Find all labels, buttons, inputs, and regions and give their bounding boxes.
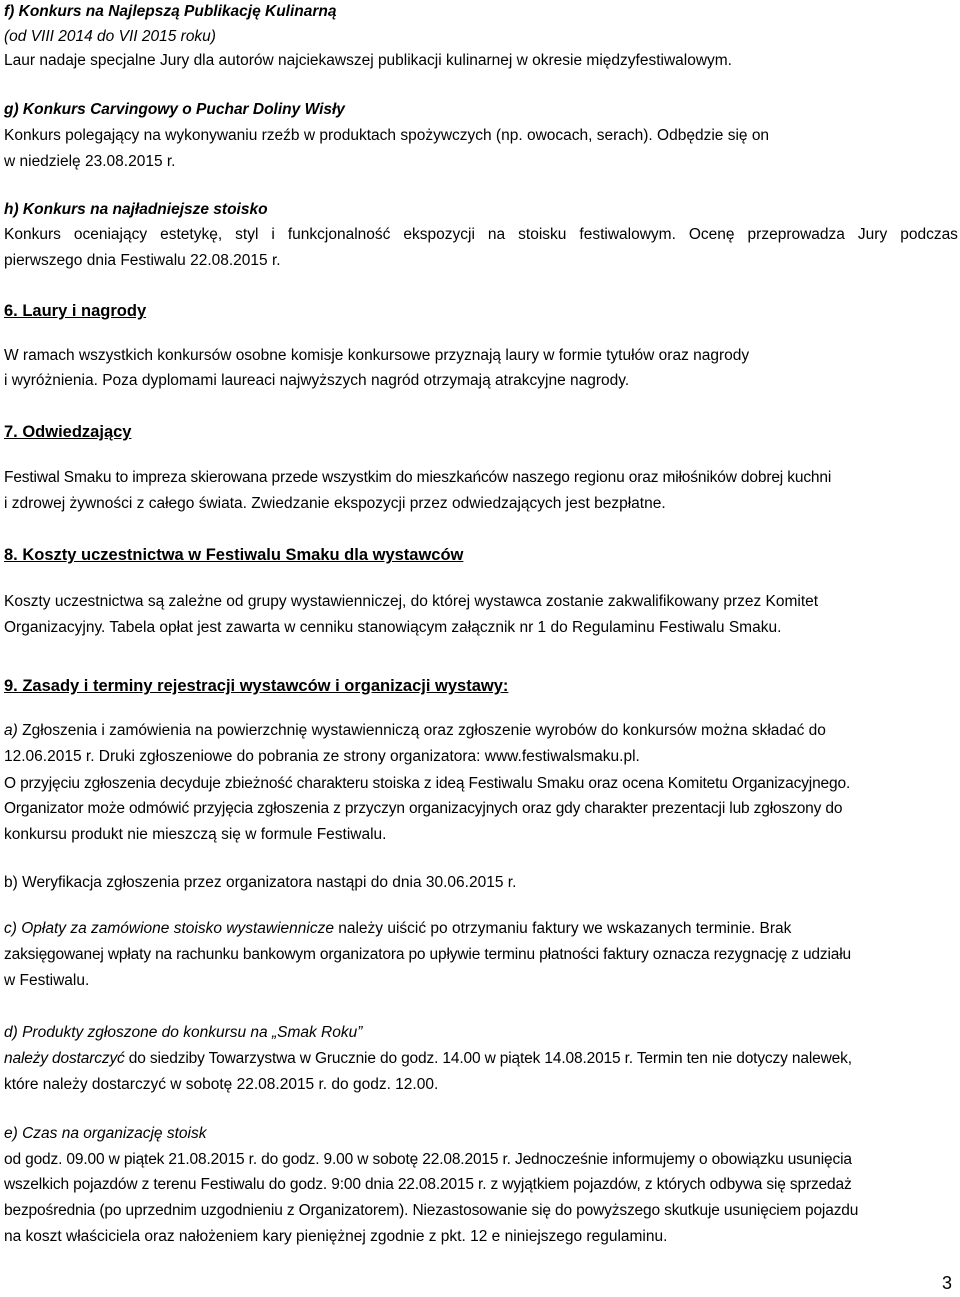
section-8-heading: 8. Koszty uczestnictwa w Festiwalu Smaku dla wystawców	[4, 546, 464, 564]
section-9c-italic: c) Opłaty za zamówione stoisko wystawiennicze	[4, 920, 334, 937]
section-9c-line1-rest: należy uiścić po otrzymaniu faktury we wskazanych terminie. Brak	[333, 920, 792, 937]
word: i	[271, 226, 275, 243]
word: oceniający	[73, 226, 148, 243]
section-7-line1: Festiwal Smaku to impreza skierowana przede wszystkim do mieszkańców naszego regionu oraz miłośników dobrej kuchni	[4, 469, 832, 486]
word: Jury	[857, 226, 888, 243]
section-9d-line2: które należy dostarczyć w sobotę 22.08.2015 r. do godz. 12.00.	[4, 1076, 439, 1093]
section-8-line2: Organizacyjny. Tabela opłat jest zawarta w cenniku stanowiącym załącznik nr 1 do Regulaminu Festiwalu Smaku.	[4, 619, 782, 636]
word: Konkurs	[4, 226, 61, 243]
page-number: 3	[941, 1273, 952, 1293]
word: przeprowadza	[747, 226, 845, 243]
section-9a-line4: Organizator może odmówić przyjęcia zgłoszenia z przyczyn organizacyjnych oraz gdy charakter prezentacji lub zgłoszony do	[4, 800, 843, 817]
section-9a-line5: konkursu produkt nie mieszczą się w formule Festiwalu.	[4, 826, 387, 843]
section-9-heading: 9. Zasady i terminy rejestracji wystawców i organizacji wystawy:	[4, 677, 509, 695]
section-9e-line4: na koszt właściciela oraz nałożeniem kary pieniężnej zgodnie z pkt. 12 e niniejszego regulaminu.	[4, 1228, 668, 1245]
word: na	[487, 226, 506, 243]
section-9d-line1	[4, 1049, 852, 1069]
section-h-line2: pierwszego dnia Festiwalu 22.08.2015 r.	[4, 252, 281, 269]
section-9e-line2: wszelkich pojazdów z terenu Festiwalu do godz. 9:00 dnia 22.08.2015 r. z wyjątkiem pojazdów, z których odbywa się sprzedaż	[4, 1176, 852, 1193]
section-9a-label: a)	[4, 722, 18, 739]
section-9a-line1	[4, 721, 826, 741]
section-f-text: Laur nadaje specjalne Jury dla autorów najciekawszej publikacji kulinarnej w okresie międzyfestiwalowym.	[4, 52, 732, 69]
section-f-period: (od VIII 2014 do VII 2015 roku)	[4, 28, 216, 45]
section-g-title: g) Konkurs Carvingowy o Puchar Doliny Wisły	[4, 101, 345, 118]
section-9d-line1-rest: do siedziby Towarzystwa w Grucznie do godz. 14.00 w piątek 14.08.2015 r. Termin ten nie dotyczy nalewek,	[124, 1050, 852, 1067]
section-7-line2: i zdrowej żywności z całego świata. Zwiedzanie ekspozycji przez odwiedzających jest bezpłatne.	[4, 495, 666, 512]
section-h-title: h) Konkurs na najładniejsze stoisko	[4, 201, 268, 218]
section-f-title: f) Konkurs na Najlepszą Publikację Kulinarną	[4, 3, 337, 20]
section-9e-title: e) Czas na organizację stoisk	[4, 1125, 207, 1142]
section-6-line1: W ramach wszystkich konkursów osobne komisje konkursowe przyznają laury w formie tytułów oraz nagrody	[4, 347, 750, 364]
word: estetykę,	[160, 226, 223, 243]
section-9c-line3: w Festiwalu.	[4, 972, 90, 989]
section-9c-line1	[4, 919, 791, 939]
section-9d-italic: należy dostarczyć	[4, 1050, 125, 1067]
section-9d-title: d) Produkty zgłoszone do konkursu na „Smak Roku”	[4, 1024, 363, 1041]
word: funkcjonalność	[287, 226, 391, 243]
word: styl	[235, 226, 259, 243]
word: stoisku	[518, 226, 567, 243]
section-9b-line1: b) Weryfikacja zgłoszenia przez organizatora nastąpi do dnia 30.06.2015 r.	[4, 874, 517, 891]
section-9a-line1-text: Zgłoszenia i zamówienia na powierzchnię wystawienniczą oraz zgłoszenie wyrobów do konkursów można składać do	[17, 722, 826, 739]
word: ekspozycji	[403, 226, 475, 243]
section-h-line1	[4, 225, 958, 245]
word: Ocenę	[688, 226, 735, 243]
word: festiwalowym.	[579, 226, 676, 243]
section-9a-line3: O przyjęciu zgłoszenia decyduje zbieżność charakteru stoiska z ideą Festiwalu Smaku oraz ocena Komitetu Organizacyjnego.	[4, 775, 851, 792]
section-8-line1: Koszty uczestnictwa są zależne od grupy wystawienniczej, do której wystawca zostanie zakwalifikowany przez Komitet	[4, 593, 819, 610]
section-g-line1: Konkurs polegający na wykonywaniu rzeźb w produktach spożywczych (np. owocach, serach). Odbędzie się on	[4, 127, 770, 144]
section-9a-line2: 12.06.2015 r. Druki zgłoszeniowe do pobrania ze strony organizatora: www.festiwalsmaku.pl.	[4, 748, 640, 765]
section-7-heading: 7. Odwiedzający	[4, 423, 132, 441]
section-6-line2: i wyróżnienia. Poza dyplomami laureaci najwyższych nagród otrzymają atrakcyjne nagrody.	[4, 372, 630, 389]
section-9e-line1: od godz. 09.00 w piątek 21.08.2015 r. do godz. 9.00 w sobotę 22.08.2015 r. Jednocześnie informujemy o obowiązku usunięcia	[4, 1151, 852, 1168]
section-9c-line2: zaksięgowanej wpłaty na rachunku bankowym organizatora po upływie terminu płatności faktury oznacza rezygnację z udziału	[4, 946, 852, 963]
section-g-line2: w niedzielę 23.08.2015 r.	[4, 153, 176, 170]
section-9e-line3: bezpośrednia (po uprzednim uzgodnieniu z Organizatorem). Niezastosowanie się do powyższego skutkuje usunięciem pojazdu	[4, 1202, 859, 1219]
section-6-heading: 6. Laury i nagrody	[4, 302, 147, 320]
word: podczas	[900, 226, 958, 243]
